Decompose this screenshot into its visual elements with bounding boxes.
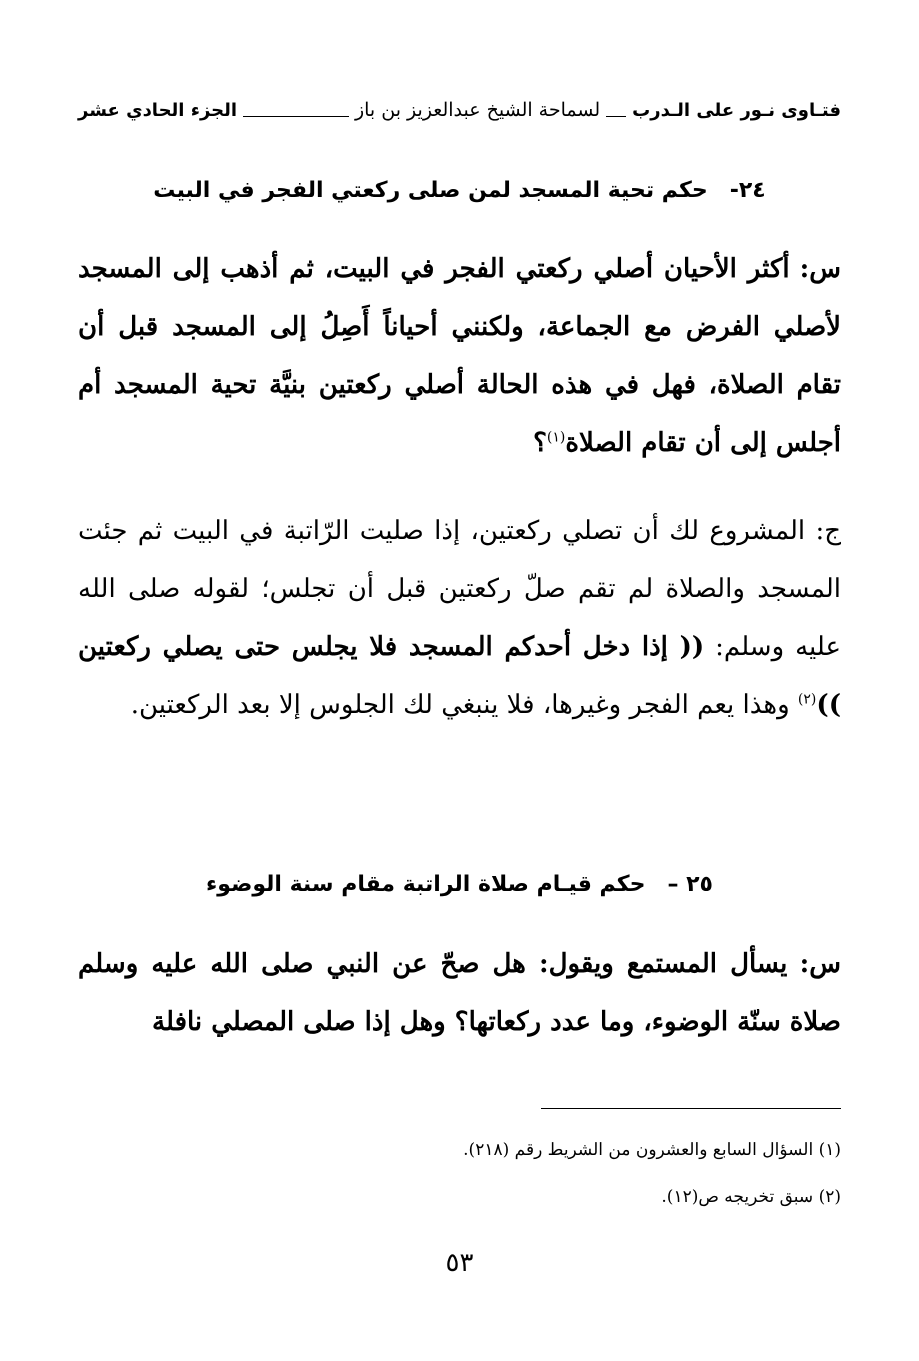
question-prefix: س: — [799, 254, 842, 284]
header-dash — [606, 116, 626, 117]
volume-title: الجزء الحادي عشر — [78, 99, 238, 121]
author-line: لسماحة الشيخ عبدالعزيز بن باز — [354, 99, 601, 121]
question-end: ؟ — [533, 428, 547, 458]
section-24-title: حكم تحية المسجد لمن صلى ركعتي الفجر في البيت — [153, 178, 708, 203]
section-24-heading — [78, 178, 841, 203]
question-text: يسأل المستمع ويقول: هل صحّ عن النبي صلى الله عليه وسلم صلاة سنّة الوضوء، وما عدد ركعاتها؟ وهل إذا صلى المصلي نافلة — [78, 949, 841, 1037]
section-25-heading — [78, 872, 841, 897]
section-24-number: ٢٤- — [729, 178, 766, 203]
answer-text-1: المشروع لك أن تصلي ركعتين، إذا صليت الرّاتبة في البيت ثم جئت المسجد والصلاة لم تقم صلّ ركعتين قبل أن تجلس؛ لقوله صلى الله عليه وسلم: — [78, 516, 841, 662]
question-text: أكثر الأحيان أصلي ركعتي الفجر في البيت، ثم أذهب إلى المسجد لأصلي الفرض مع الجماعة، ولكنني أحياناً أَصِلُ إلى المسجد قبل أن تقام الصلاة، فهل في هذه الحالة أصلي ركعتين بنيَّة تحية المسجد أم أجلس إلى أن تقام الصلاة — [78, 254, 841, 458]
hadith-quote: (( إذا دخل أحدكم المسجد فلا يجلس حتى يصلي ركعتين )) — [78, 632, 841, 720]
footnote-1: (١) السؤال السابع والعشرون من الشريط رقم (٢١٨). — [463, 1140, 841, 1160]
answer-text-2: وهذا يعم الفجر وغيرها، فلا ينبغي لك الجلوس إلا بعد الركعتين. — [130, 690, 790, 720]
answer-prefix: ج: — [815, 516, 842, 546]
footnote-separator — [541, 1108, 841, 1109]
footnote-ref-1: (١) — [546, 429, 566, 446]
section-24-question — [78, 240, 841, 472]
footnote-2: (٢) سبق تخريجه ص(١٢). — [661, 1187, 841, 1207]
section-25-number: ٢٥ – — [667, 872, 713, 897]
section-24-answer — [78, 502, 841, 734]
header-rule — [243, 116, 349, 117]
section-25-title: حكم قيـام صلاة الراتبة مقام سنة الوضوء — [206, 872, 646, 897]
section-25-question — [78, 935, 841, 1051]
question-prefix: س: — [799, 949, 842, 979]
running-header — [78, 92, 841, 128]
page-number: ٥٣ — [445, 1248, 474, 1278]
series-title: فتـاوى نـور على الـدرب — [632, 99, 841, 121]
footnote-ref-2: (٢) — [797, 691, 817, 708]
